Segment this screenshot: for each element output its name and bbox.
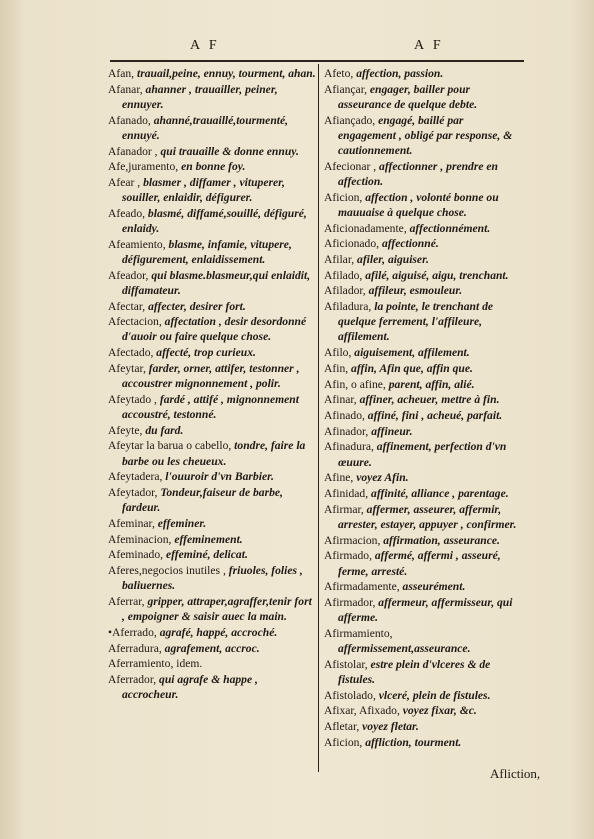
dictionary-entry [108, 175, 316, 205]
header-right: A F [414, 38, 444, 53]
entry-definition: affecter, desirer fort. [145, 299, 246, 313]
entry-definition: affirmation, asseurance. [380, 533, 500, 547]
dictionary-entry [324, 735, 524, 750]
entry-headword: Afe,juramento, [108, 160, 179, 174]
dictionary-entry [108, 361, 316, 391]
entry-definition: l'ouuroir d'vn Barbier. [162, 470, 274, 484]
entry-headword: Afeador, [108, 268, 149, 282]
entry-headword: •Aferrado, [108, 625, 157, 639]
dictionary-entry [324, 626, 524, 656]
left-column [108, 66, 316, 703]
dictionary-entry [324, 113, 524, 159]
dictionary-entry [108, 532, 316, 547]
dictionary-entry [324, 439, 524, 469]
dictionary-entry [324, 82, 524, 112]
entry-definition: affectation , desir desordonné d'auoir ou faire quelque chose. [122, 315, 307, 344]
entry-headword: Afirmacion, [324, 533, 381, 547]
entry-definition: la pointe, le trenchant de quelque ferrement, l'affileure, affilement. [338, 300, 494, 344]
entry-definition: affection, passion. [353, 67, 444, 80]
entry-definition: blasme, infamie, vitupere, défigurement, enlaidissement. [122, 237, 292, 266]
header-left: A F [190, 38, 220, 53]
entry-headword: Afeto, [324, 67, 354, 80]
entry-definition: aiguisement, affilement. [351, 346, 470, 360]
entry-headword: Afeytador, [108, 485, 158, 499]
entry-definition: qui agrafe & happe , accrocheur. [122, 672, 258, 702]
entry-headword: Aficion, [324, 735, 363, 749]
entry-definition: afiler, aiguiser. [354, 252, 429, 266]
entry-definition: engagé, baillé par engagement , obligé par response, & cautionnement. [338, 113, 513, 158]
entry-headword: Aferrar, [108, 594, 145, 608]
entry-headword: Afeado, [108, 206, 146, 220]
entry-definition: qui trauaille & donne ennuy. [157, 144, 299, 158]
entry-headword: Aferes,negocios inutiles , [108, 564, 226, 577]
entry-definition: parent, affin, alié. [385, 377, 475, 391]
entry-headword: Afine, [324, 471, 354, 485]
dictionary-entry [324, 470, 524, 485]
dictionary-entry [324, 299, 524, 345]
entry-headword: Afilar, [324, 252, 355, 266]
dictionary-entry [324, 595, 524, 625]
entry-headword: Afirmador, [324, 595, 376, 609]
header-rule [110, 60, 524, 62]
dictionary-entry [108, 299, 316, 314]
entry-definition: affermé, affermi , asseuré, ferme, arresté. [338, 549, 501, 578]
entry-headword: Aficionado, [324, 237, 380, 251]
entry-definition: affectionnément. [406, 221, 491, 235]
catchword: Afliction, [490, 766, 541, 781]
entry-headword: Afilado, [324, 268, 363, 282]
entry-headword: Afeminacion, [108, 532, 172, 546]
entry-headword: Afanar, [108, 82, 143, 96]
dictionary-entry [324, 268, 524, 283]
entry-definition: trauail,peine, ennuy, tourment, ahan. [134, 67, 316, 80]
dictionary-entry [108, 625, 316, 640]
entry-definition: tondre, faire la barbe ou les cheueux. [122, 439, 306, 468]
dictionary-entry [324, 408, 524, 423]
entry-headword: Afinado, [324, 408, 365, 422]
right-column [324, 66, 524, 750]
entry-headword: Afirmadamente, [324, 580, 400, 594]
entry-definition: affecté, trop curieux. [153, 346, 256, 360]
entry-definition: affection , volonté bonne ou mauuaise à quelque chose. [338, 190, 499, 219]
dictionary-entry [324, 283, 524, 298]
running-header [112, 38, 524, 56]
dictionary-entry [108, 159, 316, 174]
entry-definition: affiné, fini , acheué, parfait. [364, 408, 503, 422]
entry-definition: affileur, esmouleur. [365, 284, 463, 298]
entry-headword: Afin, o afine, [324, 377, 386, 391]
entry-headword: Afeminado, [108, 548, 164, 562]
dictionary-entry [324, 548, 524, 578]
entry-headword: Afirmar, [324, 502, 364, 516]
entry-headword: Afectar, [108, 299, 146, 313]
entry-headword: Afeytado , [108, 392, 157, 406]
dictionary-entry [324, 361, 524, 376]
entry-definition: affin, Afin que, affin que. [348, 361, 473, 375]
entry-definition: du fard. [142, 423, 184, 437]
dictionary-entry [108, 66, 316, 81]
entry-headword: Afeminar, [108, 516, 155, 530]
dictionary-entry [108, 345, 316, 360]
dictionary-entry [324, 486, 524, 501]
dictionary-entry [108, 656, 316, 671]
entry-definition: affinement, perfection d'vn œuure. [338, 440, 507, 469]
entry-headword: Aficionadamente, [324, 221, 407, 235]
entry-definition: affermer, asseurer, affermir, arrester, estayer, appuyer , confirmer. [338, 502, 517, 531]
entry-headword: Afistolar, [324, 657, 368, 671]
dictionary-entry [108, 485, 316, 515]
dictionary-entry [108, 563, 316, 593]
entry-definition: farder, orner, attifer, testonner , accoustrer mignonnement , polir. [122, 361, 300, 391]
entry-headword: Afanador , [108, 144, 158, 158]
entry-headword: Afiladura, [324, 300, 372, 314]
entry-definition: ahanner , trauailler, peiner, ennuyer. [122, 82, 278, 111]
entry-definition: voyez fixar, &c. [399, 704, 477, 718]
dictionary-entry [324, 159, 524, 189]
entry-headword: Afinadura, [324, 440, 374, 454]
entry-headword: Afiançar, [324, 82, 367, 96]
dictionary-entry [324, 703, 524, 718]
entry-definition: engager, bailler pour asseurance de quelque debte. [338, 82, 478, 111]
entry-definition: effeminement. [171, 532, 243, 546]
entry-headword: Afeytar la barua o cabello, [108, 439, 232, 453]
entry-headword: Afanado, [108, 113, 151, 127]
entry-definition: Tondeur,faiseur de barbe, fardeur. [122, 485, 283, 515]
entry-definition: friuoles, folies , baliuernes. [122, 564, 303, 593]
dictionary-entry [324, 66, 524, 81]
entry-definition: affectionné. [379, 237, 439, 251]
entry-headword: Afilo, [324, 346, 352, 360]
dictionary-entry [324, 190, 524, 220]
entry-headword: Afectado, [108, 346, 154, 360]
column-divider [318, 64, 319, 772]
dictionary-entry [324, 252, 524, 267]
entry-definition: vlceré, plein de fistules. [375, 688, 491, 702]
dictionary-entry [108, 516, 316, 531]
entry-headword: Afinar, [324, 393, 357, 407]
entry-headword: Aferradura, [108, 641, 162, 655]
entry-definition: en bonne foy. [178, 160, 246, 174]
entry-definition: blasmer , diffamer , vituperer, souiller, enlaidir, défigurer. [122, 175, 285, 205]
entry-headword: Afeyte, [108, 423, 143, 437]
entry-headword: Afixar, Afixado, [324, 704, 400, 718]
dictionary-entry [324, 345, 524, 360]
entry-definition: estre plein d'vlceres & de fistules. [338, 657, 491, 686]
entry-headword: Afiançado, [324, 113, 376, 127]
entry-definition: agrafé, happé, accroché. [156, 625, 278, 639]
entry-definition: agrafement, accroc. [161, 641, 260, 655]
entry-headword: Aferramiento, idem. [108, 657, 203, 671]
entry-definition: blasmé, diffamé,souillé, défiguré, enlaidy. [122, 206, 307, 236]
entry-definition: fardé , attifé , mignonnement accoustré, testonné. [122, 392, 299, 421]
entry-headword: Afectacion, [108, 315, 162, 329]
dictionary-entry [324, 424, 524, 439]
entry-headword: Afear , [108, 175, 141, 189]
entry-headword: Afilador, [324, 284, 366, 298]
entry-headword: Afinidad, [324, 486, 369, 500]
entry-definition: affinité, alliance , parentage. [368, 486, 509, 500]
entry-headword: Afinador, [324, 424, 369, 438]
dictionary-entry [324, 579, 524, 594]
entry-definition: asseurément. [399, 580, 466, 594]
entry-definition: affermissement,asseurance. [338, 642, 471, 656]
dictionary-entry [108, 594, 316, 624]
entry-headword: Aficion, [324, 190, 363, 204]
entry-definition: voyez Afin. [353, 471, 409, 485]
entry-headword: Aferrador, [108, 672, 157, 686]
entry-definition: affliction, tourment. [362, 735, 462, 749]
dictionary-entry [108, 144, 316, 159]
dictionary-entry [324, 236, 524, 251]
dictionary-entry [324, 533, 524, 548]
entry-definition: effeminé, delicat. [163, 548, 248, 562]
dictionary-entry [108, 423, 316, 438]
entry-definition: voyez fletar. [359, 720, 419, 734]
entry-definition: affineur. [368, 424, 413, 438]
entry-definition: ahanné,trauaillé,tourmenté, ennuyé. [122, 113, 289, 142]
dictionary-entry [108, 438, 316, 468]
entry-definition: affectionner , prendre en affection. [338, 159, 498, 188]
entry-headword: Afeytadera, [108, 470, 163, 484]
dictionary-entry [108, 237, 316, 267]
dictionary-entry [108, 113, 316, 143]
dictionary-entry [324, 719, 524, 734]
dictionary-entry [324, 502, 524, 532]
dictionary-entry [108, 641, 316, 656]
entry-definition: gripper, attraper,agraffer,tenir fort , empoigner & saisir auec la main. [122, 594, 312, 624]
dictionary-entry [324, 377, 524, 392]
dictionary-entry [108, 268, 316, 298]
dictionary-entry [324, 221, 524, 236]
dictionary-entry [108, 392, 316, 422]
dictionary-entry [108, 206, 316, 236]
entry-definition: effeminer. [154, 516, 207, 530]
entry-definition: affiner, acheuer, mettre à fin. [356, 393, 500, 407]
dictionary-entry [324, 688, 524, 703]
entry-headword: Afecionar , [324, 159, 377, 173]
entry-definition: affermeur, affermisseur, qui afferme. [338, 595, 513, 625]
dictionary-entry [108, 547, 316, 562]
entry-headword: Afletar, [324, 720, 360, 734]
dictionary-entry [108, 469, 316, 484]
dictionary-entry [324, 392, 524, 407]
dictionary-entry [108, 314, 316, 344]
entry-headword: Afeytar, [108, 361, 146, 375]
entry-headword: Afirmado, [324, 549, 372, 563]
entry-definition: afilé, aiguisé, aigu, trenchant. [362, 268, 509, 282]
entry-headword: Afin, [324, 361, 349, 375]
entry-headword: Afeamiento, [108, 237, 166, 251]
dictionary-entry [324, 657, 524, 687]
dictionary-entry [108, 82, 316, 112]
dictionary-entry [108, 672, 316, 702]
entry-headword: Afistolado, [324, 688, 376, 702]
entry-headword: Afirmamiento, [324, 626, 393, 640]
entry-headword: Afan, [108, 67, 135, 80]
entry-definition: qui blasme.blasmeur,qui enlaidit, diffamateur. [122, 268, 311, 297]
